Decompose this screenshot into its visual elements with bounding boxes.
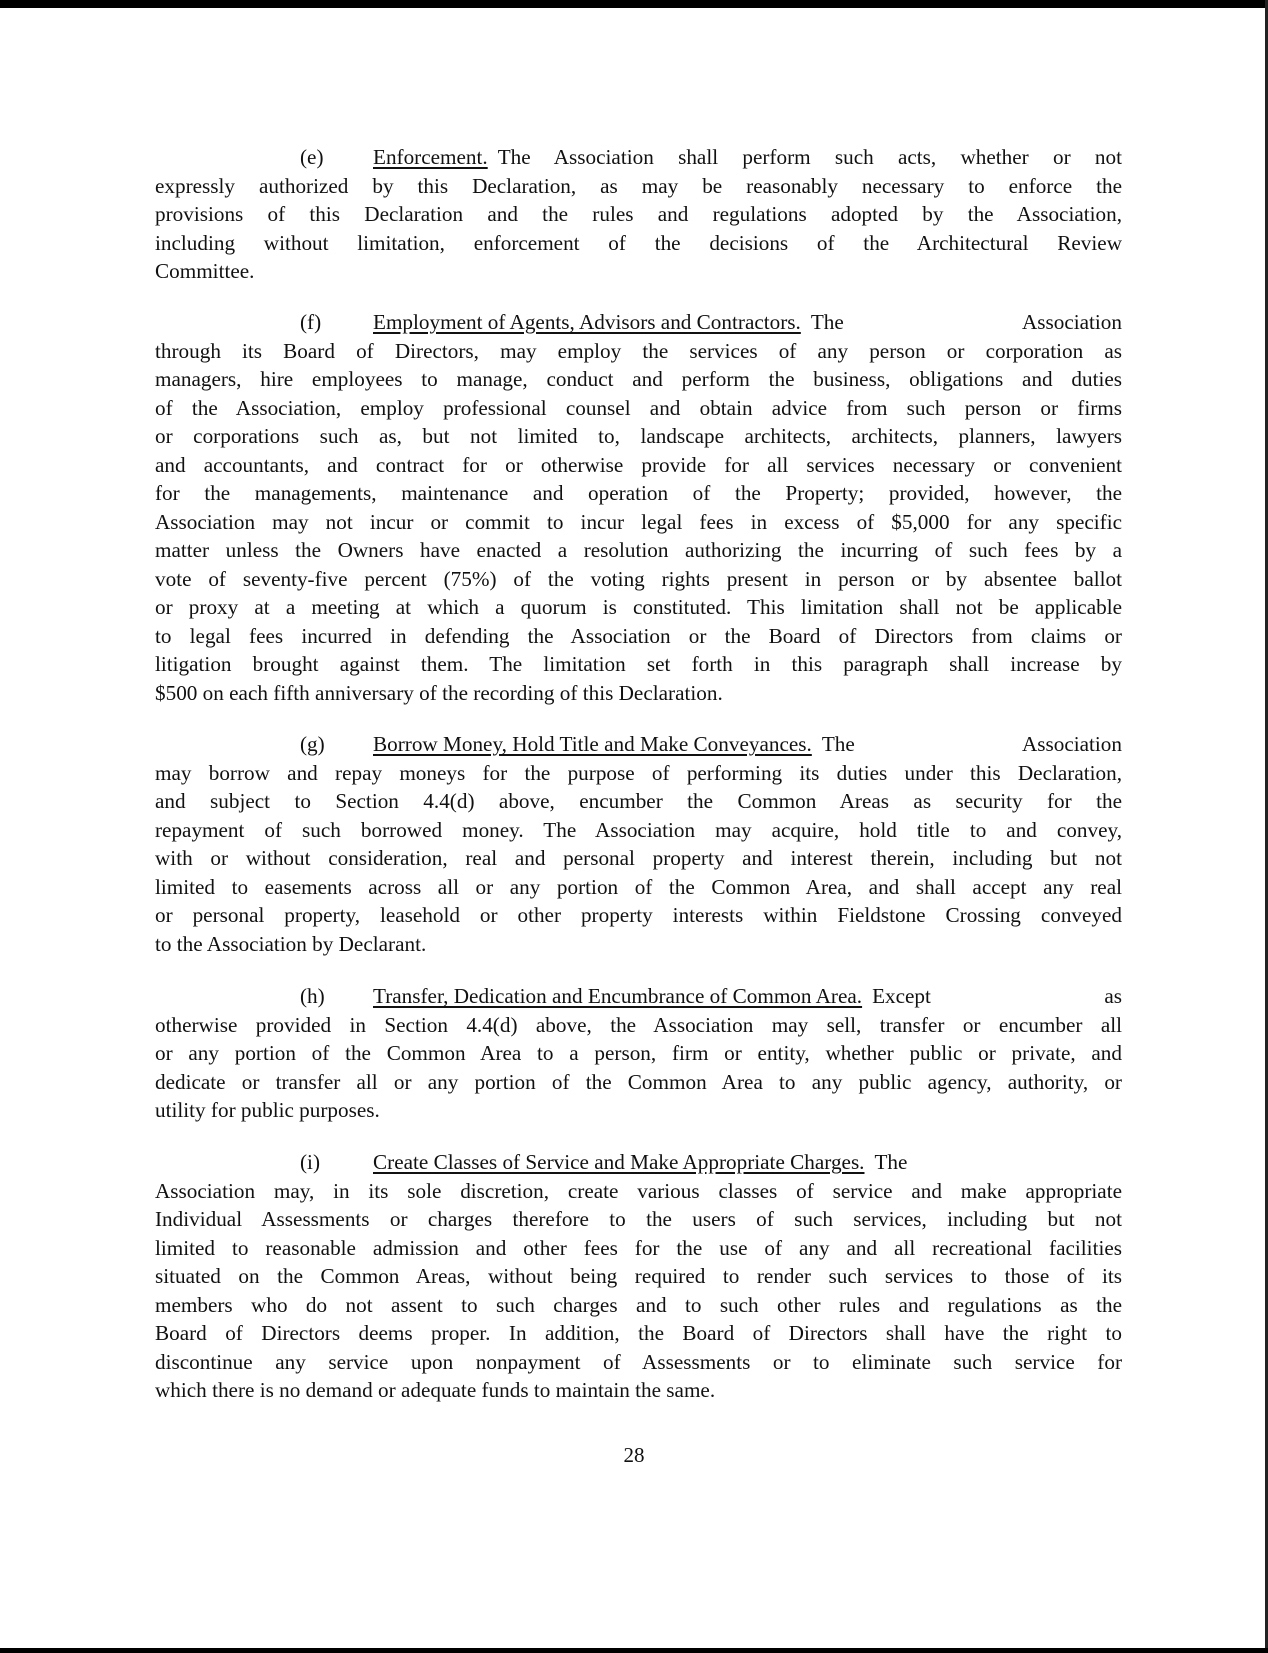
scan-border-top [0,0,1268,8]
text-line: discontinue any service upon nonpayment of Assessments or to eliminate such service for [155,1349,1122,1374]
text-line: dedicate or transfer all or any portion of the Common Area to any public agency, authority, or [155,1069,1122,1094]
text-line: Board of Directors deems proper. In addition, the Board of Directors shall have the right to [155,1321,1122,1345]
section-label: (i) [300,1150,320,1174]
text-line: through its Board of Directors, may employ the services of any person or corporation as [155,338,1122,363]
section-label: (f) [300,310,322,334]
text-line: with or without consideration, real and personal property and interest therein, including but not [155,846,1122,870]
section-label: (g) [300,732,325,756]
paragraph-borrow-money [155,730,1122,958]
line-text: The [874,1150,908,1174]
text-line: or corporations such as, but not limited to, landscape architects, architects, planners, lawyers [155,424,1122,448]
text-line: vote of seventy-five percent (75%) of the voting rights present in person or by absentee ballot [155,566,1122,591]
text-line: and subject to Section 4.4(d) above, encumber the Common Areas as security for the [155,789,1122,813]
text-line: expressly authorized by this Declaration, as may be reasonably necessary to enforce the [155,173,1122,198]
text-line: matter unless the Owners have enacted a resolution authorizing the incurring of such fees by a [155,538,1122,562]
text-line: limited to easements across all or any portion of the Common Area, and shall accept any real [155,874,1122,899]
paragraph-first-line [155,143,1122,172]
text-line: otherwise provided in Section 4.4(d) above, the Association may sell, transfer or encumber all [155,1012,1122,1037]
text-line: which there is no demand or adequate funds to maintain the same. [155,1378,716,1402]
section-label: (h) [300,984,325,1008]
text-line: Individual Assessments or charges therefore to the users of such services, including but not [155,1207,1122,1231]
paragraph-enforcement [155,143,1122,286]
paragraph-first-line [155,1148,1122,1177]
text-line: repayment of such borrowed money. The Association may acquire, hold title to and convey, [155,817,1122,842]
line-text: The Association [821,732,1122,756]
text-line: limited to reasonable admission and other fees for the use of any and all recreational facilities [155,1235,1122,1260]
scan-border-bottom [0,1648,1268,1653]
paragraph-transfer-dedication [155,982,1122,1125]
paragraph-first-line [155,982,1122,1011]
text-line: to legal fees incurred in defending the Association or the Board of Directors from claims or [155,623,1122,648]
text-line: or any portion of the Common Area to a person, firm or entity, whether public or private, and [155,1041,1122,1065]
text-line: managers, hire employees to manage, conduct and perform the business, obligations and duties [155,367,1122,391]
text-line: Committee. [155,259,255,283]
text-line: provisions of this Declaration and the rules and regulations adopted by the Association, [155,202,1122,226]
section-heading: Create Classes of Service and Make Appropriate Charges. [373,1150,865,1174]
line-text: The Association shall perform such acts, whether or not [497,145,1122,169]
text-line: utility for public purposes. [155,1098,380,1122]
text-line: situated on the Common Areas, without being required to render such services to those of its [155,1264,1122,1288]
text-line: including without limitation, enforcement of the decisions of the Architectural Review [155,230,1122,255]
page-number: 28 [623,1443,645,1467]
section-heading: Borrow Money, Hold Title and Make Conveyances. [373,732,812,756]
text-line: of the Association, employ professional counsel and obtain advice from such person or firms [155,395,1122,420]
section-heading: Employment of Agents, Advisors and Contractors. [373,310,801,334]
text-line: litigation brought against them. The limitation set forth in this paragraph shall increase by [155,652,1122,676]
paragraph-first-line [155,730,1122,759]
paragraph-first-line [155,308,1122,337]
section-heading: Transfer, Dedication and Encumbrance of Common Area. [373,984,863,1008]
text-line: Association may, in its sole discretion, create various classes of service and make appropriate [155,1178,1122,1203]
text-line: to the Association by Declarant. [155,931,427,956]
text-line: Association may not incur or commit to incur legal fees in excess of $5,000 for any specific [155,509,1122,534]
text-line: or personal property, leasehold or other property interests within Fieldstone Crossing conveyed [155,903,1122,927]
text-line: and accountants, and contract for or otherwise provide for all services necessary or convenient [155,452,1122,477]
section-heading: Enforcement. [373,145,488,169]
text-line: members who do not assent to such charges and to such other rules and regulations as the [155,1292,1122,1317]
text-line: for the managements, maintenance and operation of the Property; provided, however, the [155,481,1122,505]
section-label: (e) [300,145,324,169]
line-text: Except as [872,984,1122,1008]
paragraph-classes-of-service [155,1148,1122,1405]
text-line: or proxy at a meeting at which a quorum is constituted. This limitation shall not be applicable [155,595,1122,619]
paragraph-employment [155,308,1122,707]
line-text: The Association [810,310,1122,334]
text-line: $500 on each fifth anniversary of the recording of this Declaration. [155,680,723,705]
text-line: may borrow and repay moneys for the purpose of performing its duties under this Declaration, [155,760,1122,785]
